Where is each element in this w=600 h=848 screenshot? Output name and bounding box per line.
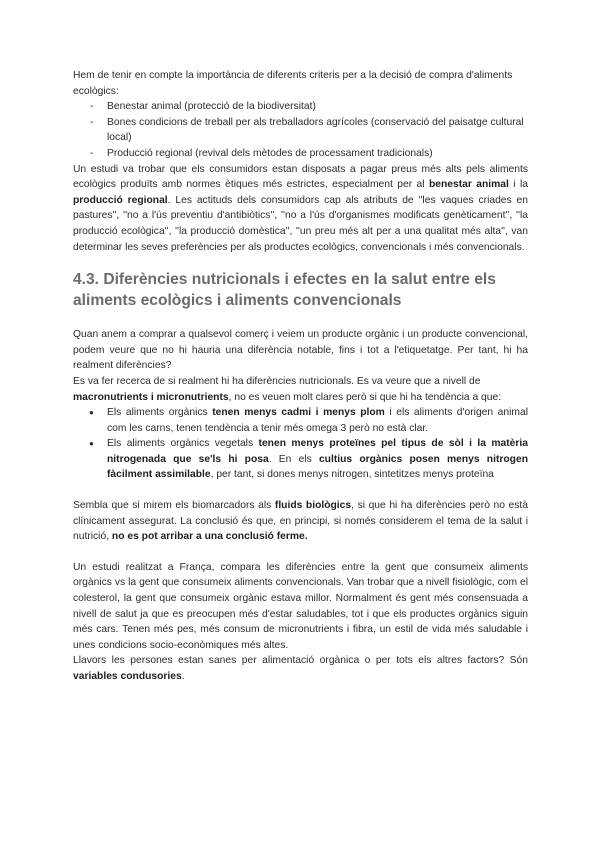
findings-list xyxy=(73,405,528,483)
spacer xyxy=(73,545,528,560)
biomarkers-paragraph: Sembla que si mirem els biomarcadors als fluids biològics, si que hi ha diferències però no està clínicament assegurat. La conclusió és que, en principi, si només considerem el tema de la salut i nutrició, no es pot arribar a una conclusió ferme. xyxy=(73,500,529,543)
list-item: - Bones condicions de treball per als treballadors agrícoles (conservació del paisatge cultural local) xyxy=(107,115,528,146)
list-item: ● Els aliments orgànics vegetals tenen menys proteïnes pel tipus de sòl i la matèria nitrogenada que se'ls hi posa. En els cultius orgànics posen menys nitrogen fàcilment assimilable, per tant, si dones menys nitrogen, sintetitzes menys proteïna xyxy=(107,436,528,483)
spacer xyxy=(73,483,528,498)
shopping-paragraph: Quan anem a comprar a qualsevol comerç i veiem un producte orgànic i un producte convencional, podem veure que no hi hauria una diferència notable, fins i tot a l'etiquetatge. Per tant, hi ha realment diferències? xyxy=(73,329,528,372)
list-item: - Benestar animal (protecció de la biodiversitat) xyxy=(107,99,528,115)
list-item: ● Els aliments orgànics tenen menys cadmi i menys plom i els aliments d'origen animal com les carns, tenen tendència a tenir més omega 3 però no està clar. xyxy=(107,405,528,436)
document-page xyxy=(73,68,528,685)
nutrition-research-paragraph: Es va fer recerca de si realment hi ha diferències nutricionals. Es va veure que a nivell de macronutrients i micronutrients, no es veuen molt clares però si que hi ha tendència a que: xyxy=(73,375,502,403)
confounding-paragraph: Llavors les persones estan sanes per alimentació orgànica o per tots els altres factors? Són variables condusories. xyxy=(73,655,528,682)
consumer-study-paragraph: Un estudi va trobar que els consumidors estan disposats a pagar preus més alts pels aliments ecològics produïts amb normes ètiques més estrictes, especialment per al benestar animal i la producció regional. Les actituds dels consumidors cap als atributs de ''les vaques criades en pastures'', ''no a l'ús preventiu d'antibiòtics'', ''no a l'ús d'organismes modificats genèticament'', ''la producció ecològica'', ''la producció domèstica'', ''un preu més alt per a una qualitat més alta'', van determinar les seves preferències per als productes ecològics, convencionals i més convencionals. xyxy=(73,163,528,253)
section-heading: 4.3. Diferències nutricionals i efectes en la salut entre els aliments ecològics i aliments convencionals xyxy=(73,271,496,310)
intro-text: Hem de tenir en compte la importància de diferents criteris per a la decisió de compra d'aliments ecològics: xyxy=(73,70,513,97)
list-item: - Producció regional (revival dels mètodes de processament tradicionals) xyxy=(107,146,528,162)
criteria-list xyxy=(73,99,528,161)
france-study-paragraph: Un estudi realitzat a França, compara les diferències entre la gent que consumeix aliments orgànics vs la gent que consumeix aliments convencionals. Van trobar que a nivell fisiològic, com el colesterol, la gent que consumeix orgànic estava millor. Normalment és gent més consensuada a nivell de salut ja que es preocupen més d'estar saludables, tot i que els productes orgànics siguin més cars. Tenen més pes, més consum de micronutrients i fibra, un estil de vida més saludable i unes condicions socio-econòmiques més altes. xyxy=(73,561,528,651)
